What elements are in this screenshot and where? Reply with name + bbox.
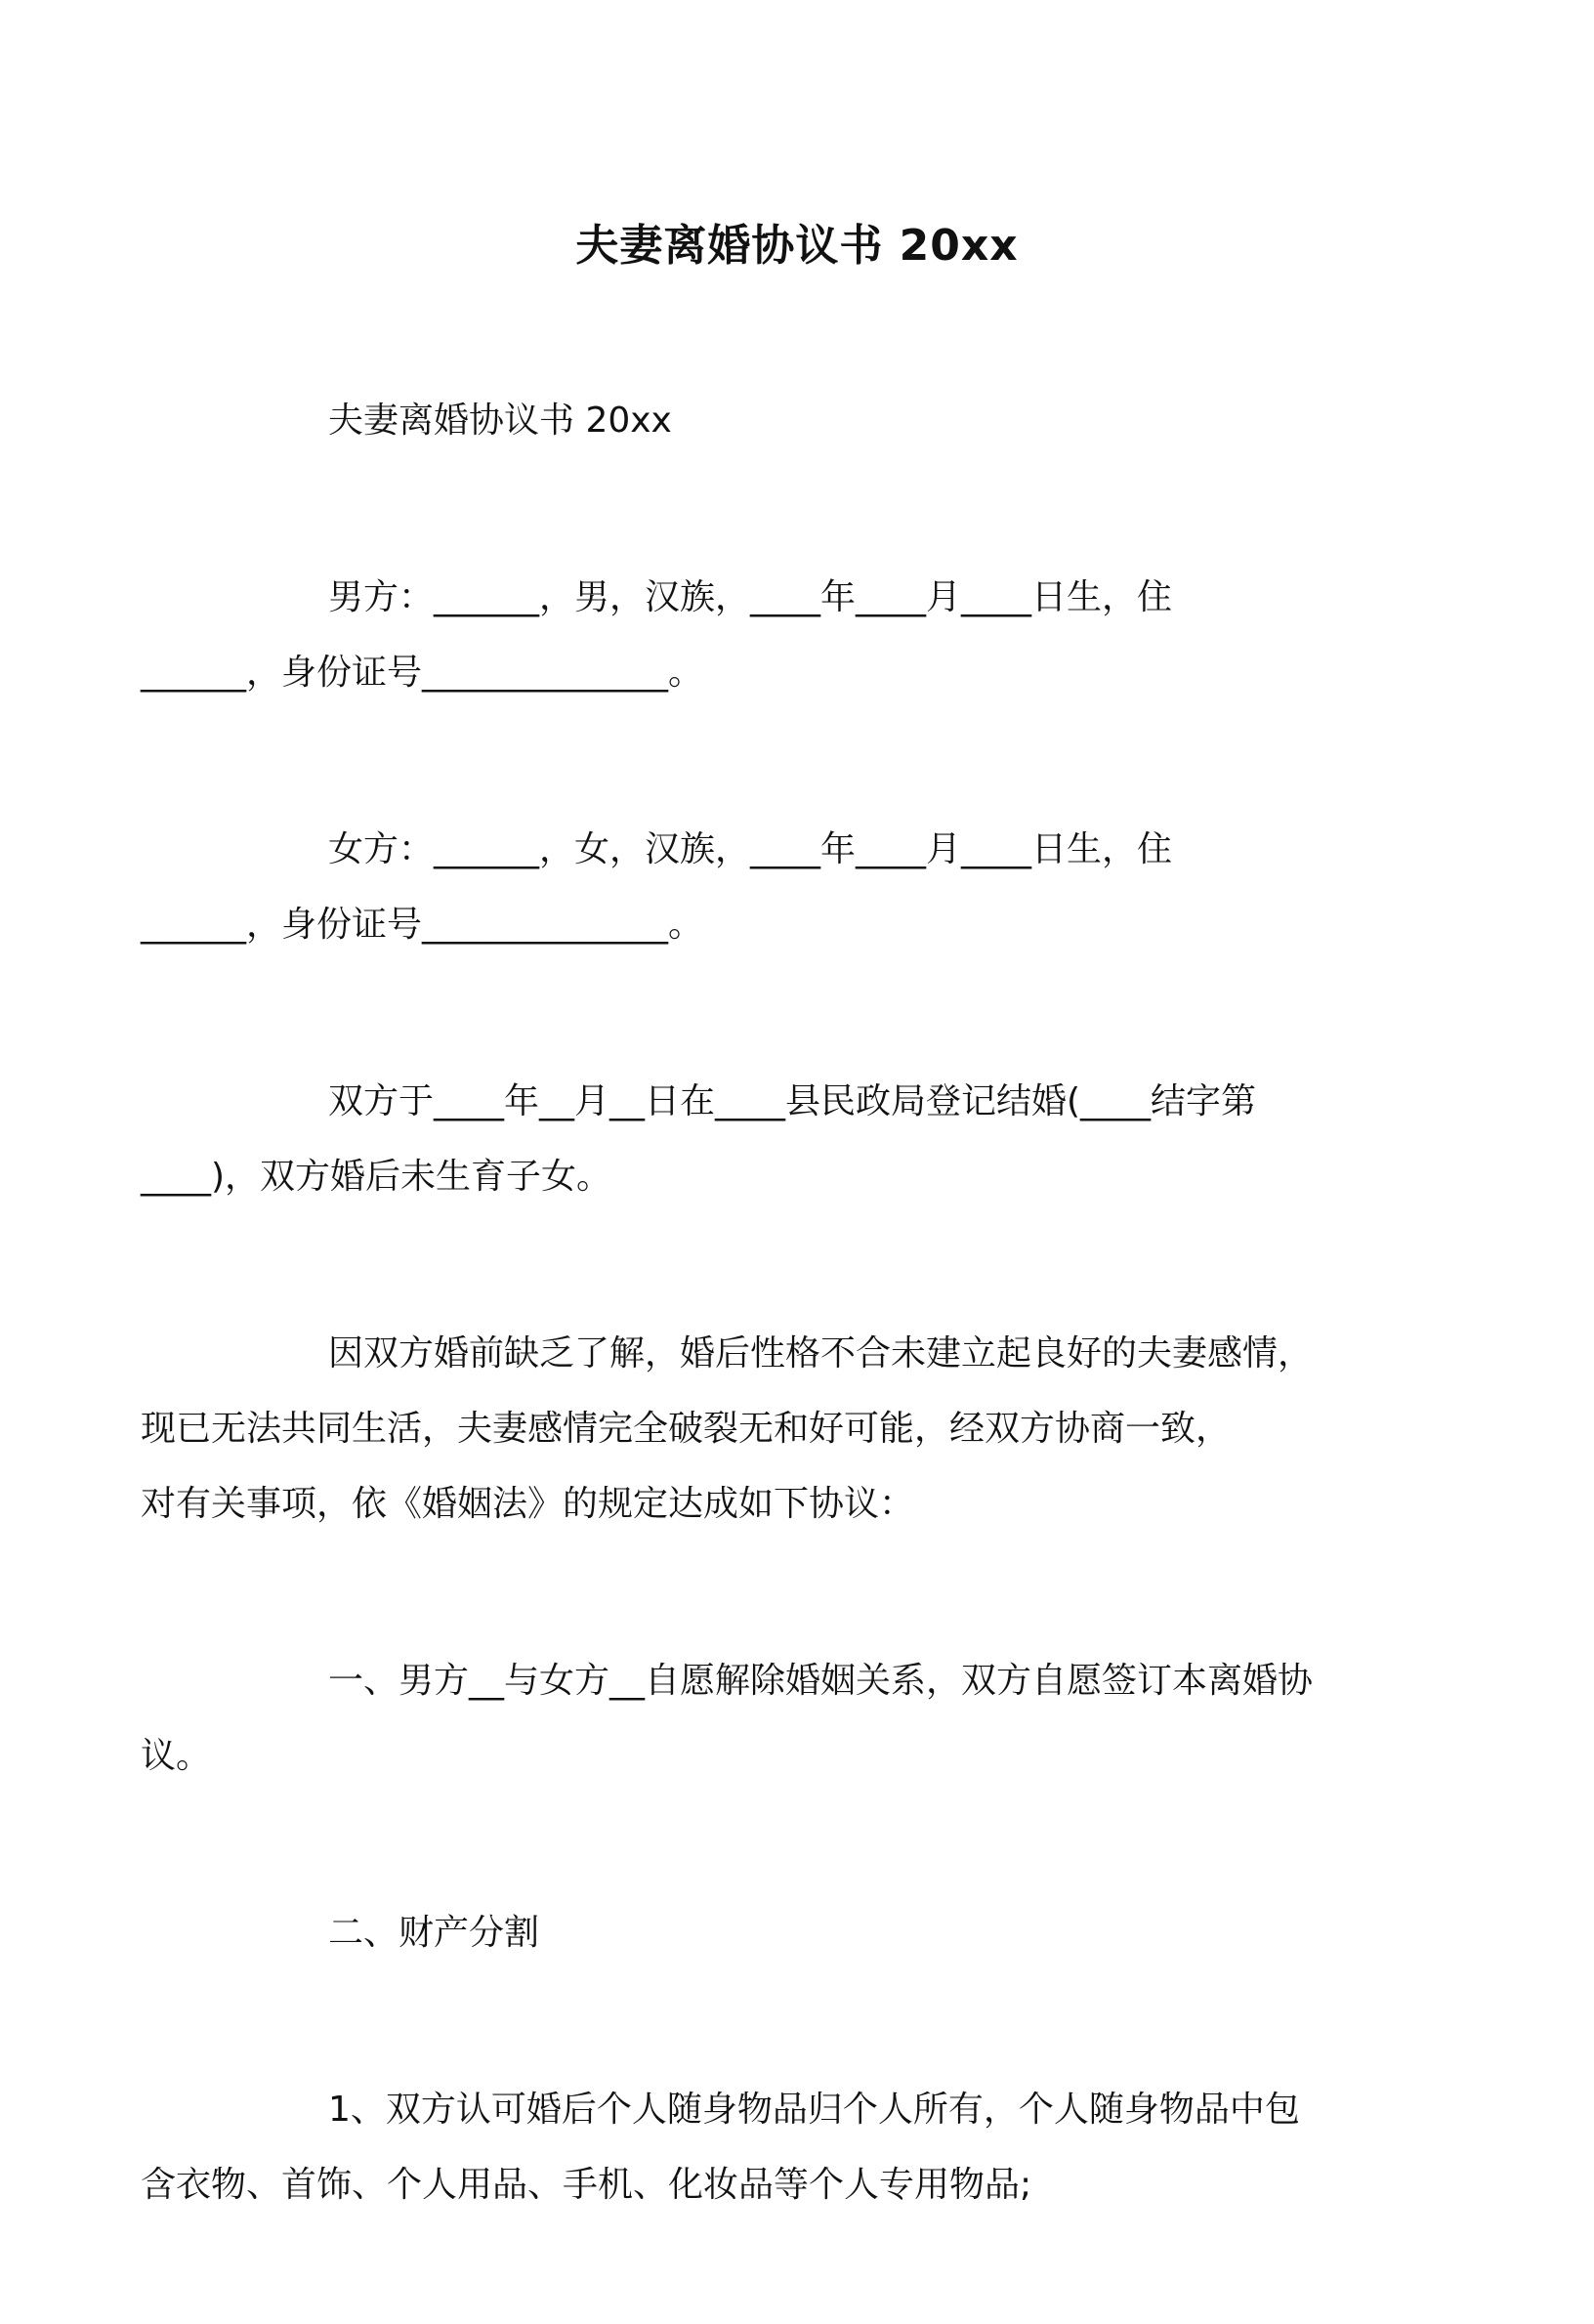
paragraph-marriage-registration — [141, 1064, 1358, 1214]
paragraph-line: 因双方婚前缺乏了解，婚后性格不合未建立起良好的夫妻感情， — [328, 1333, 1314, 1373]
paragraph-clause-one — [141, 1643, 1358, 1794]
paragraph-line: 对有关事项，依《婚姻法》的规定达成如下协议： — [141, 1484, 915, 1524]
paragraph-clause-two-heading — [234, 1895, 1358, 1970]
document-body — [141, 383, 1358, 2324]
paragraph-line: 议。 — [141, 1736, 212, 1776]
paragraph-item-one — [141, 2072, 1358, 2222]
paragraph-reason — [141, 1316, 1358, 1542]
paragraph-female-party — [141, 812, 1358, 962]
document-title: 夫妻离婚协议书 20xx — [575, 221, 1019, 271]
paragraph-line: 夫妻离婚协议书 20xx — [328, 401, 672, 441]
paragraph-line: 女方：______，女，汉族，____年____月____日生，住 — [328, 829, 1173, 869]
paragraph-line: ______，身份证号______________。 — [141, 905, 704, 945]
paragraph-line: 一、男方__与女方__自愿解除婚姻关系，双方自愿签订本离婚协 — [328, 1661, 1314, 1701]
paragraph-line: 男方：______，男，汉族，____年____月____日生，住 — [328, 577, 1173, 617]
paragraph-line: 现已无法共同生活，夫妻感情完全破裂无和好可能，经双方协商一致， — [141, 1409, 1232, 1449]
paragraph-line: 双方于____年__月__日在____县民政局登记结婚(____结字第 — [328, 1081, 1257, 1121]
paragraph-line: 含衣物、首饰、个人用品、手机、化妆品等个人专用物品; — [141, 2165, 1032, 2205]
paragraph-male-party — [141, 560, 1358, 710]
paragraph-line: 1、双方认可婚后个人随身物品归个人所有，个人随身物品中包 — [328, 2090, 1300, 2130]
paragraph-line: 二、财产分割 — [328, 1913, 540, 1953]
paragraph-line: ____)，双方婚后未生育子女。 — [141, 1157, 612, 1197]
paragraph-line: ______，身份证号______________。 — [141, 653, 704, 693]
paragraph-subtitle — [234, 383, 1358, 458]
